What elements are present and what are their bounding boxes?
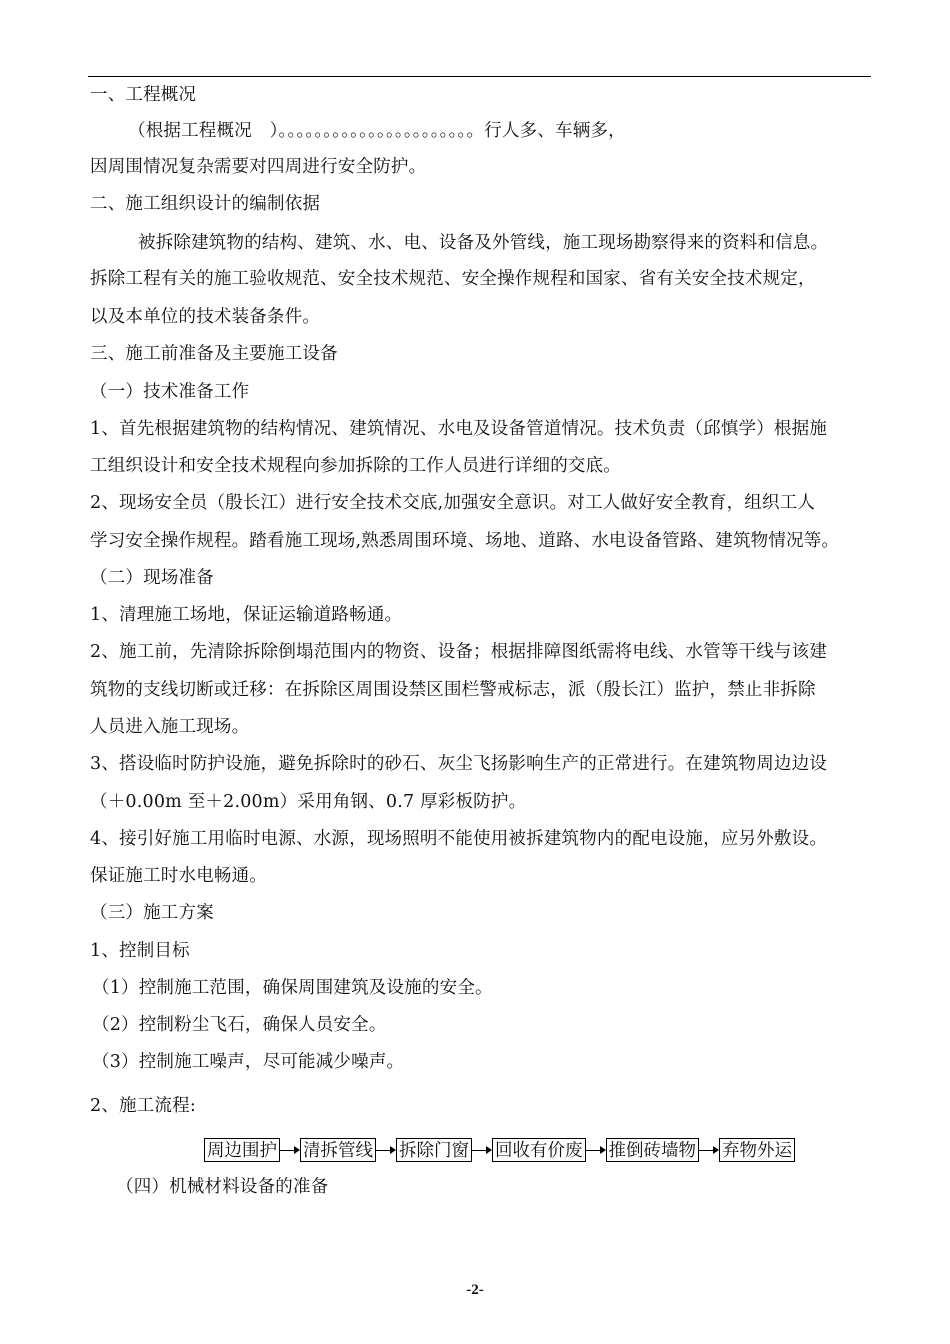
- heading-3: 三、施工前准备及主要施工设备: [90, 344, 338, 364]
- paragraph-line: （＋0.00m 至＋2.00m）采用角钢、0.7 厚彩板防护。: [90, 792, 527, 812]
- page-number: -2-: [466, 1282, 484, 1298]
- heading-1: 一、工程概况: [90, 85, 197, 105]
- subheading: （一）技术准备工作: [90, 382, 250, 402]
- flow-step: 拆除门窗: [396, 1138, 472, 1162]
- paragraph-line: 学习安全操作规程。踏看施工现场,熟悉周围环境、场地、道路、水电设备管路、建筑物情况等。: [90, 531, 840, 551]
- paragraph-line: 1、清理施工场地，保证运输道路畅通。: [90, 605, 403, 625]
- construction-flow-diagram: [204, 1137, 795, 1163]
- arrow-right-icon: [472, 1145, 492, 1155]
- paragraph-line: 以及本单位的技术装备条件。: [90, 307, 321, 327]
- paragraph-line: 1、首先根据建筑物的结构情况、建筑情况、水电及设备管道情况。技术负责（邱慎学）根据施: [90, 419, 828, 439]
- list-item: （3）控制施工噪声，尽可能减少噪声。: [92, 1052, 405, 1072]
- paragraph-line: 保证施工时水电畅通。: [90, 866, 267, 886]
- paragraph-line: 2、现场安全员（殷长江）进行安全技术交底,加强安全意识。对工人做好安全教育，组织工人: [90, 493, 816, 513]
- flow-step: 弃物外运: [719, 1138, 795, 1162]
- paragraph-line: 2、施工流程:: [90, 1096, 196, 1116]
- flow-step: 清拆管线: [300, 1138, 376, 1162]
- paragraph-line: 工组织设计和安全技术规程向参加拆除的工作人员进行详细的交底。: [90, 456, 621, 476]
- list-item: （2）控制粉尘飞石，确保人员安全。: [92, 1015, 387, 1035]
- header-rule: [88, 76, 871, 77]
- heading-2: 二、施工组织设计的编制依据: [90, 194, 321, 214]
- flow-step: 周边围护: [204, 1138, 280, 1162]
- paragraph-line: 因周围情况复杂需要对四周进行安全防护。: [90, 157, 427, 177]
- arrow-right-icon: [699, 1145, 719, 1155]
- paragraph-line: 筑物的支线切断或迁移：在拆除区周围设禁区围栏警戒标志，派（殷长江）监护，禁止非拆除: [90, 680, 816, 700]
- arrow-right-icon: [280, 1145, 300, 1155]
- subheading: （四）机械材料设备的准备: [116, 1177, 329, 1197]
- paragraph-line: 拆除工程有关的施工验收规范、安全技术规范、安全操作规程和国家、省有关安全技术规定，: [90, 269, 816, 289]
- list-item: （1）控制施工范围，确保周围建筑及设施的安全。: [92, 978, 493, 998]
- subheading: （二）现场准备: [90, 568, 214, 588]
- paragraph-line: 1、控制目标: [90, 941, 190, 961]
- flow-step: 推倒砖墙物: [606, 1138, 700, 1162]
- paragraph-line: 2、施工前，先清除拆除倒塌范围内的物资、设备；根据排障图纸需将电线、水管等干线与该建: [90, 642, 828, 662]
- flow-step: 回收有价废: [492, 1138, 586, 1162]
- paragraph-line: 3、搭设临时防护设施，避免拆除时的砂石、灰尘飞扬影响生产的正常进行。在建筑物周边边设: [90, 754, 828, 774]
- paragraph-line: 被拆除建筑物的结构、建筑、水、电、设备及外管线，施工现场勘察得来的资料和信息。: [138, 233, 829, 253]
- paragraph-line: 4、接引好施工用临时电源、水源，现场照明不能使用被拆建筑物内的配电设施，应另外敷设。: [90, 829, 828, 849]
- arrow-right-icon: [586, 1145, 606, 1155]
- paragraph-line: 人员进入施工现场。: [90, 717, 250, 737]
- paragraph-line: （根据工程概况 ）。。。。。。。。。。。。。。。。。。。。。。行人多、车辆多，: [128, 121, 626, 141]
- arrow-right-icon: [376, 1145, 396, 1155]
- subheading: （三）施工方案: [90, 903, 214, 923]
